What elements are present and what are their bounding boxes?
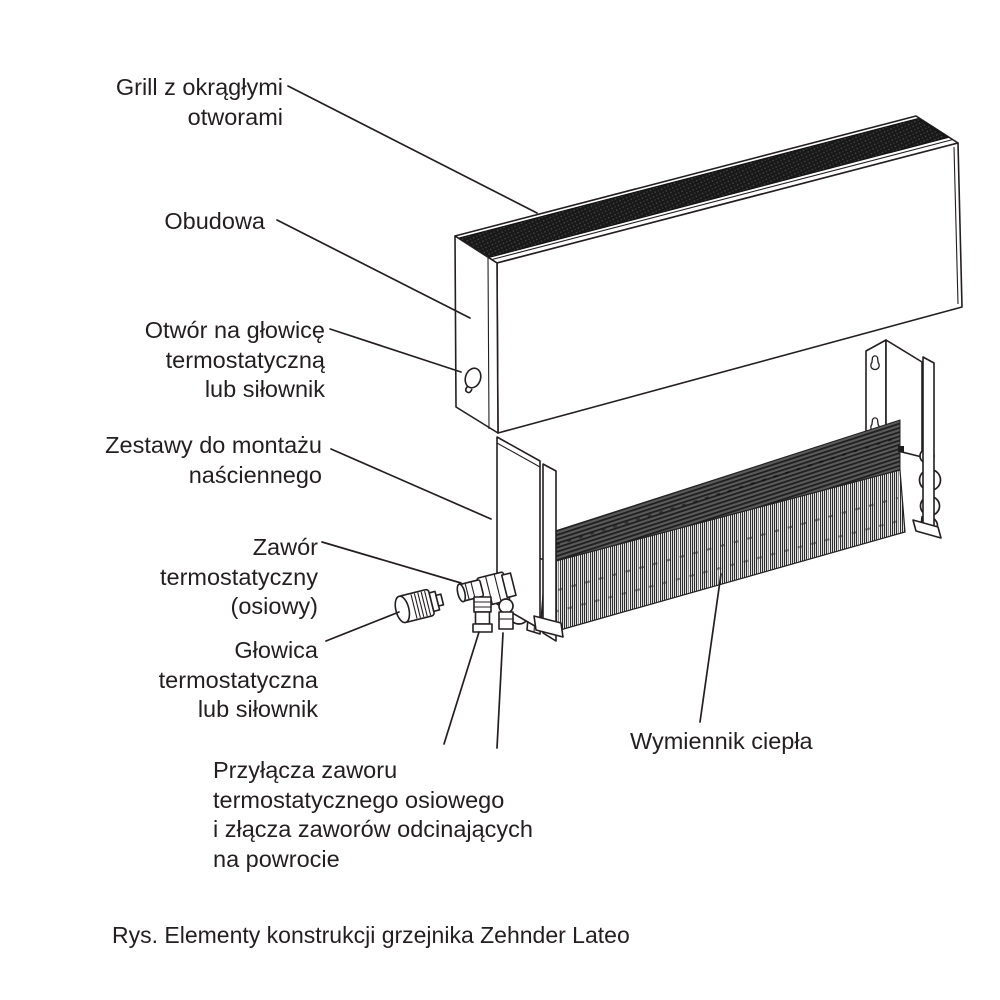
label-line: Otwór na głowicę [144, 317, 325, 343]
thermostatic-head-drawing [393, 586, 446, 624]
label-glowica [18, 636, 318, 725]
heat-exchanger-drawing [500, 420, 941, 634]
label-wymiennik [630, 727, 813, 757]
leader-line-zestawy [331, 449, 491, 519]
leader-line-przylacza-1 [444, 632, 479, 744]
label-line: termostatyczna [158, 666, 318, 693]
label-line: Zawór [252, 534, 318, 560]
label-line: lub siłownik [197, 696, 318, 722]
label-line: Grill z okrągłymi [115, 74, 283, 100]
label-line: Przyłącza zaworu [213, 757, 398, 783]
leader-line-glowica [326, 612, 399, 641]
label-zawor [18, 533, 318, 622]
casing-left-face [455, 236, 498, 433]
leader-line-obudowa [277, 220, 470, 318]
label-otwor [25, 316, 325, 405]
label-przylacza [213, 756, 533, 874]
label-line: termostatyczny [159, 563, 318, 590]
label-line: Wymiennik ciepła [630, 728, 813, 754]
label-line: i złącza zaworów odcinających [213, 816, 534, 842]
label-line: Głowica [234, 637, 318, 663]
label-line: Obudowa [164, 208, 265, 234]
thermostatic-valve-drawing [456, 570, 517, 632]
leader-line-otwor [330, 329, 461, 372]
leader-line-zawor [322, 542, 461, 583]
label-line: lub siłownik [204, 376, 325, 402]
bracket-clip-mark [898, 446, 904, 452]
label-line: na powrocie [213, 845, 340, 872]
label-line: termostatycznego osiowego [213, 786, 505, 813]
label-line: termostatyczną [165, 346, 325, 373]
bracket-keyhole-icon [871, 356, 879, 370]
label-obudowa [0, 207, 265, 237]
label-line: Zestawy do montażu [105, 432, 322, 458]
leader-line-grill [288, 86, 537, 213]
leader-line-przylacza-2 [497, 633, 503, 748]
label-line: naściennego [188, 461, 322, 488]
leader-line-wymiennik [700, 574, 721, 722]
label-line: otworami [187, 103, 283, 130]
label-grill [0, 73, 283, 132]
label-line: (osiowy) [230, 593, 318, 619]
figure-caption: Rys. Elementy konstrukcji grzejnika Zehnder Lateo [112, 922, 630, 948]
label-zestawy [22, 431, 322, 490]
